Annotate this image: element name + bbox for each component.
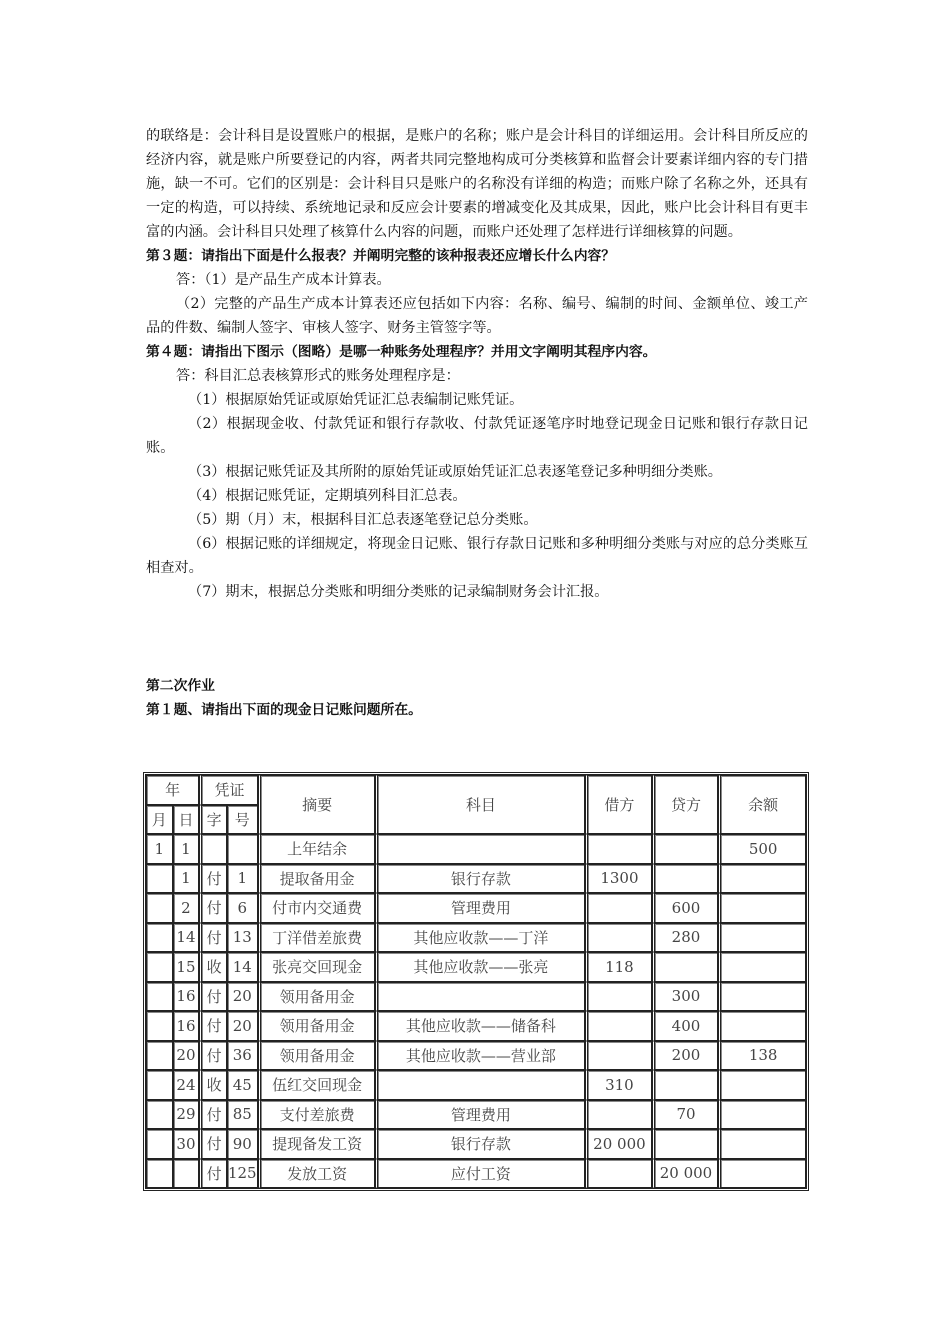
answer-3-part-2: （2）完整的产品生产成本计算表还应包括如下内容：名称、编号、编制的时间、金额单位、竣工产品的件数、编制人签字、审核人签字、财务主管签字等。 [146,296,808,336]
cell-number: 6 [227,893,258,923]
cell-word: 付 [199,864,227,894]
cell-month [146,982,173,1012]
cell-word: 付 [199,1129,227,1159]
cell-balance: 138 [718,1041,806,1071]
cell-debit [585,1100,652,1130]
table-row [146,834,806,864]
cell-debit [585,1041,652,1071]
cell-summary: 发放工资 [258,1159,375,1189]
header-credit: 贷方 [652,775,719,834]
cell-balance [718,1070,806,1100]
cash-journal-table [143,772,809,1191]
cell-month [146,893,173,923]
question-4-heading: 第４题：请指出下图示（图略）是哪一种账务处理程序？并用文字阐明其程序内容。 [146,344,657,360]
cell-balance [718,1159,806,1189]
cell-word: 付 [199,1100,227,1130]
table-row [146,1159,806,1189]
cell-credit [652,834,719,864]
header-debit: 借方 [585,775,652,834]
cell-summary: 支付差旅费 [258,1100,375,1130]
table-row [146,1100,806,1130]
question-1-heading: 第１题、请指出下面的现金日记账问题所在。 [146,702,422,718]
cell-word: 收 [199,1070,227,1100]
paragraph-continuation: 的联络是：会计科目是设置账户的根据，是账户的名称；账户是会计科目的详细运用。会计科目所反应的经济内容，就是账户所要登记的内容，两者共同完整地构成可分类核算和监督会计要素详细内容的专门措施，缺一不可。它们的区别是：会计科目只是账户的名称没有详细的构造；而账户除了名称之外，还具有一定的构造，可以持续、系统地记录和反应会计要素的增减变化及其成果，因此，账户比会计科目有更丰富的内涵。会计科目只处理了核算什么内容的问题，而账户还处理了怎样进行详细核算的问题。 [146,128,808,240]
cell-number: 90 [227,1129,258,1159]
cell-summary: 上年结余 [258,834,375,864]
cell-debit [585,893,652,923]
cell-number: 45 [227,1070,258,1100]
cell-month [146,952,173,982]
cell-balance [718,1100,806,1130]
cell-month [146,923,173,953]
cell-day: 16 [173,1011,200,1041]
answer-4-item: （5）期（月）末，根据科目汇总表逐笔登记总分类账。 [188,512,538,528]
header-summary: 摘要 [258,775,375,834]
cell-summary: 丁洋借差旅费 [258,923,375,953]
cell-summary: 领用备用金 [258,1011,375,1041]
table-row [146,982,806,1012]
cell-month [146,1041,173,1071]
cell-word: 付 [199,982,227,1012]
cell-debit: 310 [585,1070,652,1100]
cell-subject: 其他应收款——营业部 [375,1041,586,1071]
cell-balance: 500 [718,834,806,864]
table-row [146,952,806,982]
cell-subject [375,1070,586,1100]
table-row [146,893,806,923]
cell-subject: 其他应收款——丁洋 [375,923,586,953]
cell-balance [718,952,806,982]
cell-subject: 银行存款 [375,1129,586,1159]
cell-balance [718,1129,806,1159]
cell-debit [585,1011,652,1041]
cell-month [146,1100,173,1130]
cell-debit [585,982,652,1012]
header-number: 号 [227,805,258,835]
cell-day [173,1159,200,1189]
cell-credit: 400 [652,1011,719,1041]
cell-month [146,864,173,894]
answer-4-item: （4）根据记账凭证，定期填列科目汇总表。 [188,488,467,504]
cell-day: 29 [173,1100,200,1130]
cell-debit: 1300 [585,864,652,894]
cell-credit: 300 [652,982,719,1012]
section-2-title: 第二次作业 [146,678,215,694]
cell-day: 16 [173,982,200,1012]
header-year: 年 [146,775,199,805]
cell-number: 1 [227,864,258,894]
cell-month [146,1011,173,1041]
header-day: 日 [173,805,200,835]
header-balance: 余额 [718,775,806,834]
cell-day: 20 [173,1041,200,1071]
question-3-heading: 第３题：请指出下面是什么报表？并阐明完整的该种报表还应增长什么内容？ [146,248,616,264]
ledger-rows [146,834,806,1188]
cell-balance [718,1011,806,1041]
cell-summary: 伍红交回现金 [258,1070,375,1100]
cell-day: 30 [173,1129,200,1159]
cell-day: 15 [173,952,200,982]
cell-month [146,1070,173,1100]
cell-number: 13 [227,923,258,953]
cell-number: 14 [227,952,258,982]
cell-subject: 管理费用 [375,893,586,923]
cell-credit [652,864,719,894]
answer-4-item: （6）根据记账的详细规定，将现金日记账、银行存款日记账和多种明细分类账与对应的总分类账互相查对。 [146,536,808,576]
cell-day: 24 [173,1070,200,1100]
cell-credit: 280 [652,923,719,953]
cell-word: 付 [199,1041,227,1071]
table-row [146,1011,806,1041]
cell-balance [718,982,806,1012]
cell-credit [652,952,719,982]
cell-subject [375,982,586,1012]
cell-word: 付 [199,1011,227,1041]
cell-number [227,834,258,864]
cell-balance [718,923,806,953]
table-row [146,1070,806,1100]
cell-subject: 应付工资 [375,1159,586,1189]
cell-debit [585,1159,652,1189]
cell-subject: 其他应收款——张亮 [375,952,586,982]
cell-summary: 付市内交通费 [258,893,375,923]
cell-subject [375,834,586,864]
cell-word: 付 [199,1159,227,1189]
cell-word: 付 [199,923,227,953]
answer-4-intro: 答：科目汇总表核算形式的账务处理程序是： [176,368,460,384]
cell-summary: 张亮交回现金 [258,952,375,982]
cell-day: 2 [173,893,200,923]
answer-3-part-1: 答：（1）是产品生产成本计算表。 [176,272,391,288]
header-month: 月 [146,805,173,835]
answer-4-item: （7）期末，根据总分类账和明细分类账的记录编制财务会计汇报。 [188,584,609,600]
cell-word: 付 [199,893,227,923]
cell-debit [585,834,652,864]
cell-number: 20 [227,1011,258,1041]
cell-debit: 118 [585,952,652,982]
cell-word: 收 [199,952,227,982]
cell-word [199,834,227,864]
answer-4-item: （3）根据记账凭证及其所附的原始凭证或原始凭证汇总表逐笔登记多种明细分类账。 [188,464,722,480]
header-voucher: 凭证 [199,775,257,805]
cell-number: 20 [227,982,258,1012]
cell-subject: 管理费用 [375,1100,586,1130]
cell-summary: 领用备用金 [258,1041,375,1071]
cell-number: 85 [227,1100,258,1130]
cell-credit [652,1129,719,1159]
answer-4-item: （2）根据现金收、付款凭证和银行存款收、付款凭证逐笔序时地登记现金日记账和银行存款日记账。 [146,416,808,456]
cell-credit [652,1070,719,1100]
table-row [146,923,806,953]
document-body [146,124,808,722]
cell-month: 1 [146,834,173,864]
cell-balance [718,864,806,894]
cell-day: 1 [173,864,200,894]
table-row [146,1041,806,1071]
cell-summary: 提现备发工资 [258,1129,375,1159]
cell-credit: 70 [652,1100,719,1130]
cell-month [146,1129,173,1159]
cell-credit: 600 [652,893,719,923]
table-row [146,1129,806,1159]
cell-subject: 其他应收款——储备科 [375,1011,586,1041]
header-subject: 科目 [375,775,586,834]
table-row [146,864,806,894]
cell-credit: 20 000 [652,1159,719,1189]
cell-number: 125 [227,1159,258,1189]
cell-number: 36 [227,1041,258,1071]
cell-day: 14 [173,923,200,953]
cell-month [146,1159,173,1189]
header-word: 字 [199,805,227,835]
cell-summary: 提取备用金 [258,864,375,894]
cell-balance [718,893,806,923]
cell-debit: 20 000 [585,1129,652,1159]
cell-day: 1 [173,834,200,864]
cell-credit: 200 [652,1041,719,1071]
answer-4-item: （1）根据原始凭证或原始凭证汇总表编制记账凭证。 [188,392,524,408]
cell-summary: 领用备用金 [258,982,375,1012]
cell-subject: 银行存款 [375,864,586,894]
cell-debit [585,923,652,953]
